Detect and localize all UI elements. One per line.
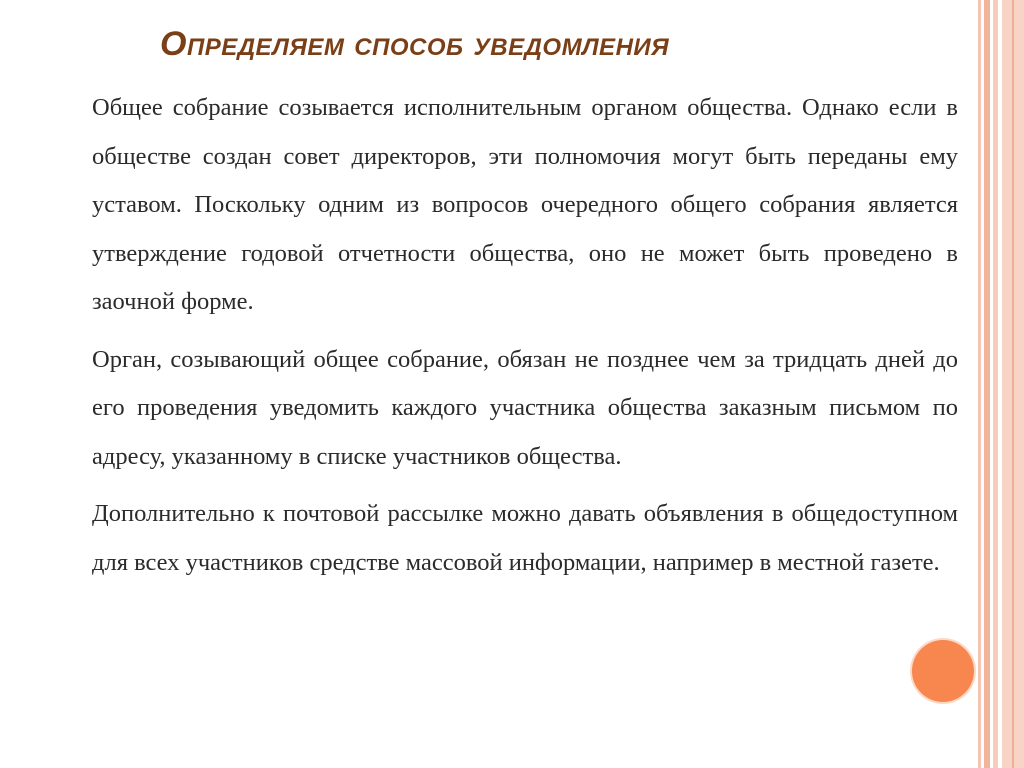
decorative-stripe [984, 0, 990, 768]
decorative-stripe [978, 0, 981, 768]
paragraph-2: Орган, созывающий общее собрание, обязан не позднее чем за тридцать дней до его проведения уведомить каждого участника общества заказным письмом по адресу, указанному в списке участников общества. [92, 345, 958, 470]
paragraph-3: Дополнительно к почтовой рассылке можно давать объявления в общедоступном для всех участников средстве массовой информации, например в местной газете. [92, 500, 958, 576]
slide-title: Определяем способ уведомления [160, 25, 670, 63]
decorative-stripe [993, 0, 998, 768]
decorative-stripe [1012, 0, 1014, 768]
decorative-circle [912, 640, 974, 702]
slide-body [92, 84, 958, 587]
paragraph-1: Общее собрание созывается исполнительным органом общества. Однако если в обществе создан совет директоров, эти полномочия могут быть переданы ему уставом. Поскольку одним из вопросов очередного общего собрания является утверждение годовой отчетности общества, оно не может быть проведено в заочной форме. [92, 94, 958, 315]
